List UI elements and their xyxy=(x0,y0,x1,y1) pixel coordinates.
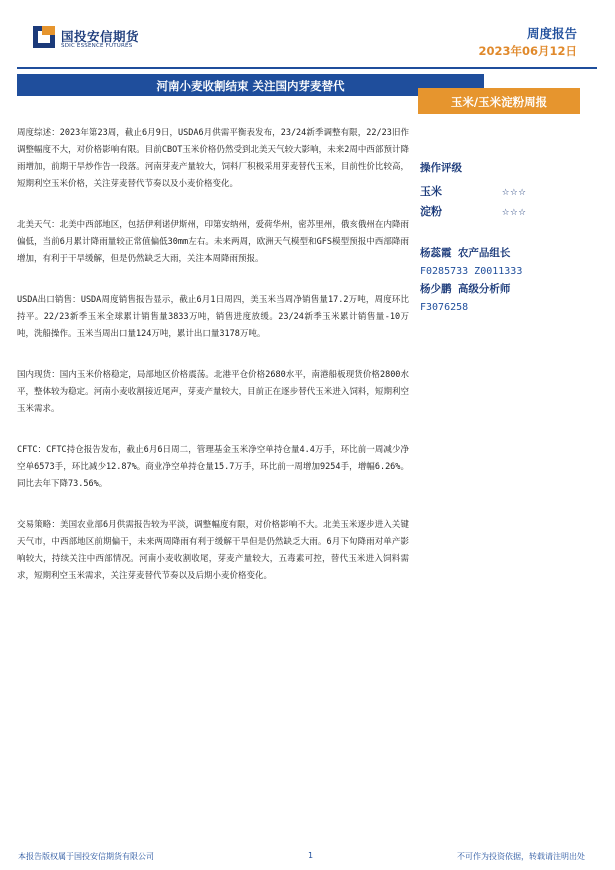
footer-copyright: 本报告版权属于国投安信期货有限公司 xyxy=(18,852,154,861)
analyst-license-ids: F0285733 Z0011333 xyxy=(420,266,523,277)
rating-row-corn xyxy=(420,181,595,201)
paragraph-weekly-summary: 周度综述：2023年第23周，截止6月9日，USDA6月供需平衡表发布，23/24新季调整有限，22/23旧作调整幅度不大，对价格影响有限。目前CBOT玉米价格仍然受到北美天气较大影响，未来2周中西部预计降雨增加，前期干旱炒作告一段落。河南芽麦产量较大，饲料厂积极采用芽麦替代玉米，目前性价比较高，短期利空玉米价格，关注芽麦替代节奏以及小麦价格变化。 xyxy=(17,128,409,189)
paragraph-domestic-spot: 国内现货：国内玉米价格稳定，局部地区价格震荡。北港平仓价格2680水平，南港船板现货价格2800水平，整体较为稳定。河南小麦收割接近尾声，芽麦产量较大，目前正在逐步替代玉米进入饲料，短期利空玉米需求。 xyxy=(17,370,409,414)
rating-label: 玉米 xyxy=(420,185,442,198)
report-date: 2023年06月12日 xyxy=(478,44,577,58)
logo-mark-icon xyxy=(33,26,55,48)
report-sidebar xyxy=(420,160,595,317)
paragraph-usda-export: USDA出口销售：USDA周度销售报告显示，截止6月1日周四，美玉米当周净销售量17.2万吨，周度环比持平。22/23新季玉米全球累计销售量3833万吨，销售进度放缓。23/24新季玉米累计销售量-10万吨，洗船操作。玉米当周出口量124万吨，累计出口量3178万吨。 xyxy=(17,295,409,339)
report-category-tag xyxy=(418,88,580,114)
analyst-name: 杨少鹏 高级分析师 xyxy=(420,283,511,295)
page-number: 1 xyxy=(308,851,314,860)
logo-name-cn: 国投安信期货 xyxy=(61,29,140,44)
report-type: 周度报告 xyxy=(526,26,577,41)
paragraph-us-weather: 北美天气：北美中西部地区，包括伊利诺伊斯州，印第安纳州，爱荷华州，密苏里州，俄亥俄州在内降雨偏低，当前6月累计降雨量较正常值偏低30mm左右。未来两周，欧洲天气模型和GFS模型预报中西部降雨增加，有利于干旱缓解，但是仍然缺乏大雨，关注本周降雨预报。 xyxy=(17,220,409,264)
analyst-license-ids: F3076258 xyxy=(420,302,469,313)
rating-label: 淀粉 xyxy=(420,205,442,218)
report-category-label: 玉米/玉米淀粉周报 xyxy=(450,95,548,109)
headline-banner xyxy=(17,74,484,96)
logo-name-en: SDIC ESSENCE FUTURES xyxy=(61,43,133,49)
rating-title: 操作评级 xyxy=(420,162,462,174)
paragraph-cftc: CFTC：CFTC持仓报告发布，截止6月6日周二，管理基金玉米净空单持仓量4.4万手，环比前一周减少净空单6573手，环比减少12.87%。商业净空单持仓量15.7万手，环比前一周增加9254手，增幅6.26%。同比去年下降73.56%。 xyxy=(17,445,409,489)
star-rating-icon: ☆☆☆ xyxy=(502,204,527,218)
header-divider xyxy=(17,67,597,69)
headline-title: 河南小麦收割结束 关注国内芽麦替代 xyxy=(156,79,345,93)
rating-row-starch xyxy=(420,201,595,221)
analyst-name: 杨蕊霞 农产品组长 xyxy=(420,247,511,259)
company-logo xyxy=(33,24,173,58)
report-body xyxy=(17,125,409,609)
star-rating-icon: ☆☆☆ xyxy=(502,184,527,198)
footer-disclaimer: 不可作为投资依据，转载请注明出处 xyxy=(457,852,585,861)
paragraph-trading-strategy: 交易策略：美国农业部6月供需报告较为平淡，调整幅度有限，对价格影响不大。北美玉米逐步进入关键天气市，中西部地区前期偏干，未来两周降雨有利于缓解干旱但是仍然缺乏大雨。6月下旬降雨对单产影响较大，持续关注中西部情况。河南小麦收割收尾，芽麦产量较大，五毒素可控，替代玉米进入饲料需求，短期利空玉米需求，关注芽麦替代节奏以及后期小麦价格变化。 xyxy=(17,520,409,581)
